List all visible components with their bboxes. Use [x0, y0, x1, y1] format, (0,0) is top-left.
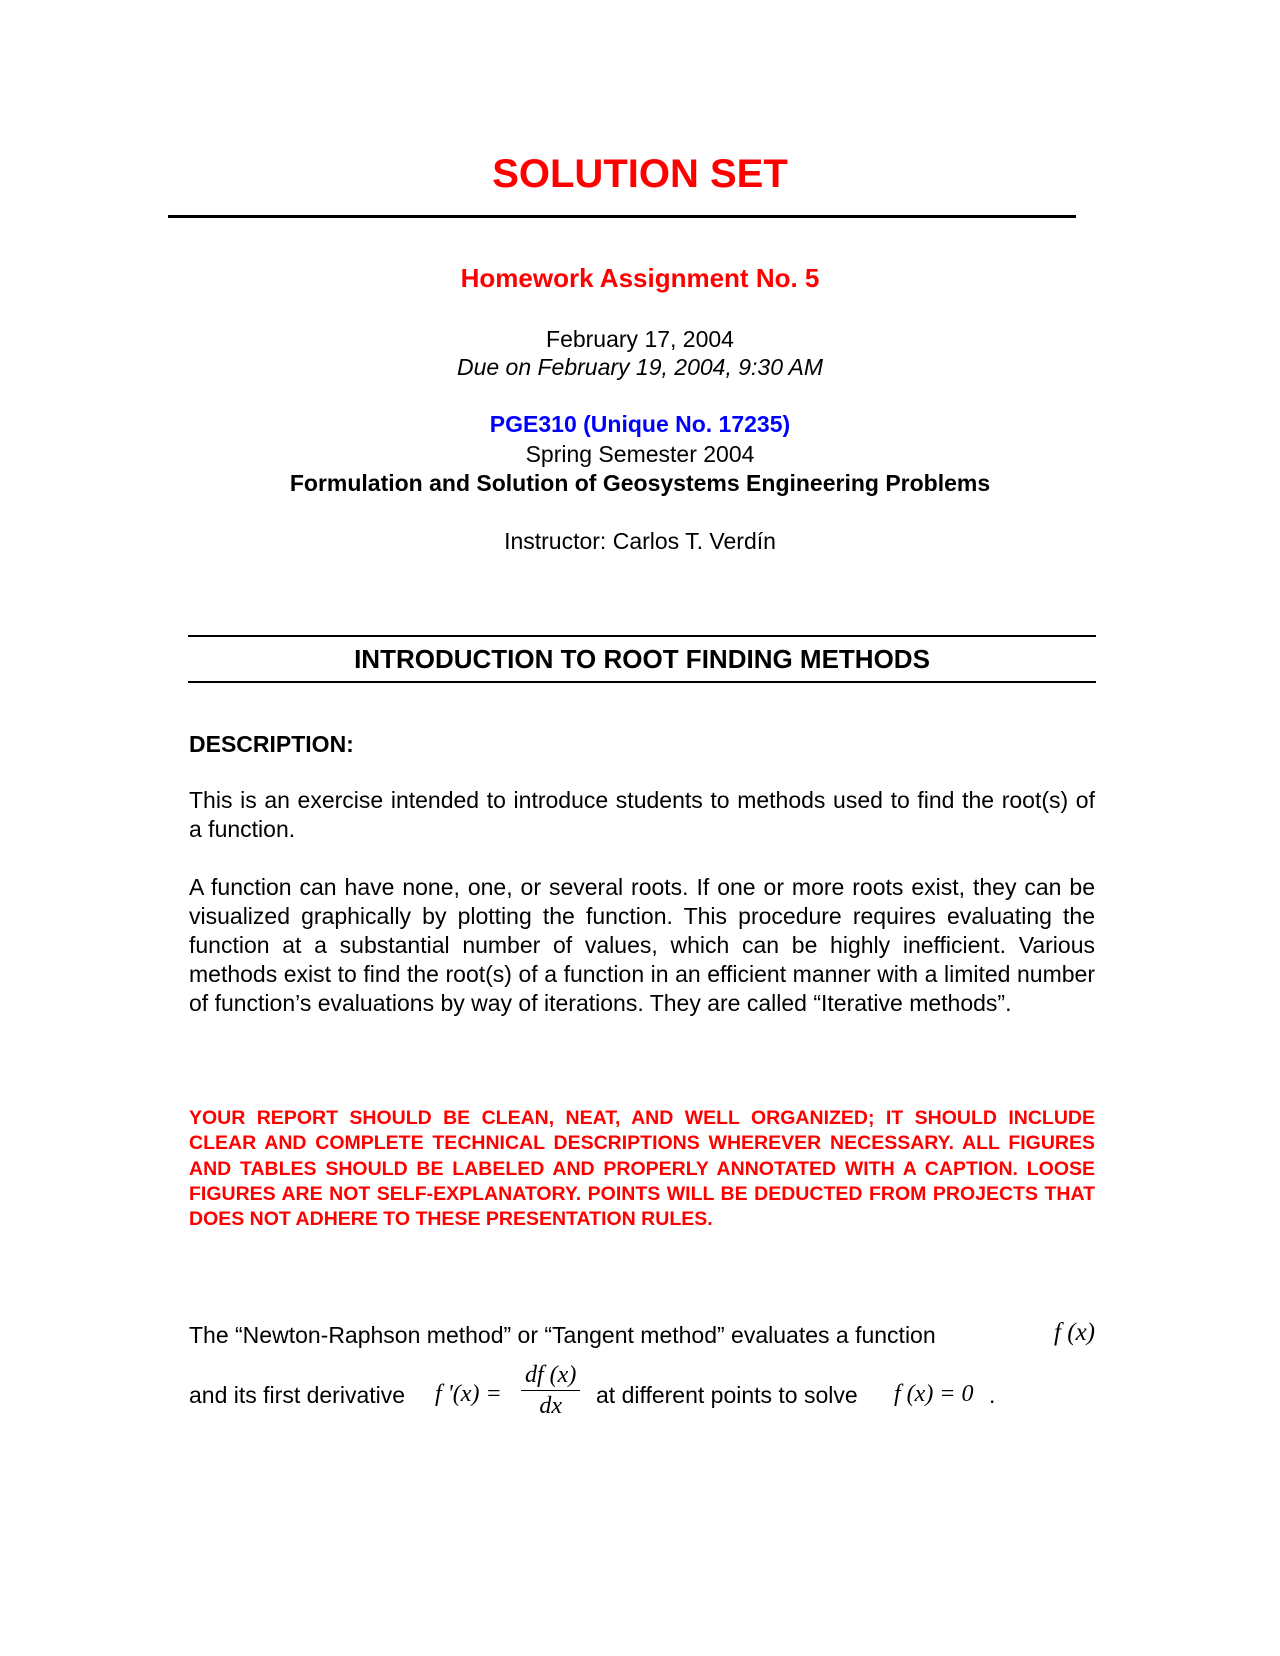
title-divider [168, 215, 1076, 218]
root-equation: f (x) = 0 [894, 1381, 974, 1407]
derivative-numerator: df (x) [521, 1360, 580, 1391]
derivative-prefix: and its first derivative [189, 1382, 406, 1408]
description-heading: DESCRIPTION: [189, 731, 354, 757]
derivative-lhs: f '(x) = [435, 1381, 502, 1407]
course-code: PGE310 (Unique No. 17235) [489, 411, 791, 437]
section-title: INTRODUCTION TO ROOT FINDING METHODS [354, 644, 930, 674]
sentence-period: . [989, 1382, 996, 1408]
function-symbol: f (x) [1054, 1319, 1095, 1346]
presentation-warning: YOUR REPORT SHOULD BE CLEAN, NEAT, AND WELL ORGANIZED; IT SHOULD INCLUDE CLEAR AND COMPLETE TECHNICAL DESCRIPTIONS WHEREVER NECESSARY. ALL FIGURES AND TABLES SHOULD BE LABELED AND PROPERLY ANNOTATED WITH A CAPTION. LOOSE FIGURES ARE NOT SELF-EXPLANATORY. POINTS WILL BE DEDUCTED FROM PROJECTS THAT DOES NOT ADHERE TO THESE PRESENTATION RULES. [189, 1107, 1095, 1231]
semester: Spring Semester 2004 [525, 441, 755, 467]
instructor: Instructor: Carlos T. Verdín [504, 528, 776, 554]
newton-intro-text: The “Newton-Raphson method” or “Tangent method” evaluates a function [189, 1322, 936, 1348]
description-paragraph-1: This is an exercise intended to introduce students to methods used to find the root(s) of a function. [189, 787, 1095, 842]
derivative-fraction [521, 1360, 580, 1421]
assignment-title: Homework Assignment No. 5 [460, 263, 820, 293]
course-title: Formulation and Solution of Geosystems Engineering Problems [289, 470, 991, 496]
due-date: Due on February 19, 2004, 9:30 AM [456, 354, 824, 380]
derivative-line [189, 1360, 1095, 1430]
issue-date: February 17, 2004 [546, 326, 734, 352]
derivative-denominator: dx [539, 1393, 562, 1419]
document-title: SOLUTION SET [492, 152, 788, 196]
derivative-middle-text: at different points to solve [596, 1382, 858, 1408]
description-paragraph-2: A function can have none, one, or several roots. If one or more roots exist, they can be visualized graphically by plotting the function. This procedure requires evaluating the function at a substantial number of values, which can be highly inefficient. Various methods exist to find the root(s) of a function in an efficient manner with a limited number of function’s evaluations by way of iterations. They are called “Iterative methods”. [189, 874, 1095, 1016]
